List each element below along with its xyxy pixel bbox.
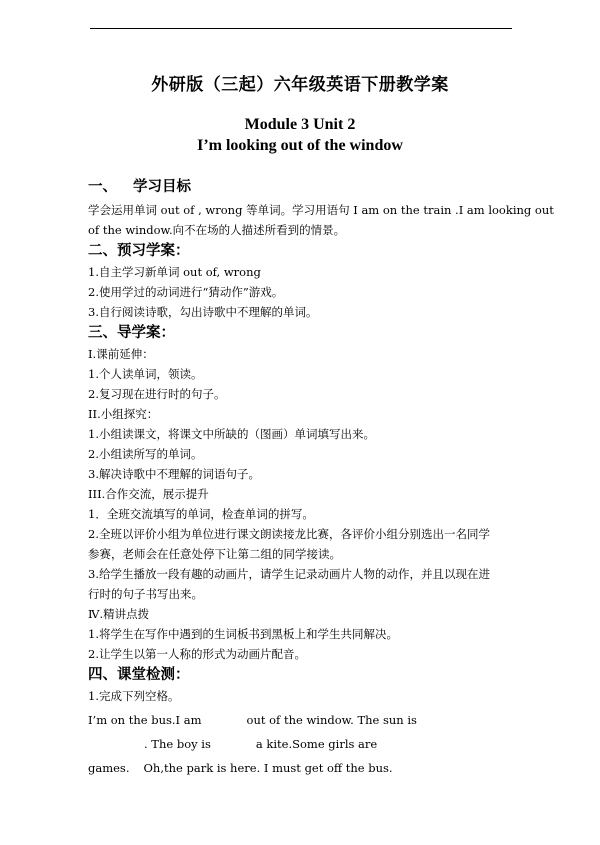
part-3-item-2-line-2: 参赛，老师会在任意处停下让第二组的同学接读。 (88, 547, 341, 561)
section-4-instruction: 1.完成下列空格。 (88, 689, 180, 703)
module-title: Module 3 Unit 2 (244, 116, 356, 133)
part-1-item-2: 2.复习现在进行时的句子。 (88, 387, 226, 401)
exercise-line-2-end: a kite.Some girls are (255, 737, 378, 751)
section-1-line-2: of the window.向不在场的人描述所看到的情景。 (88, 223, 346, 237)
part-2-title: II.小组探究： (88, 407, 159, 421)
part-1-item-1: 1.个人读单词，领读。 (88, 367, 203, 381)
section-4-heading: 四、课堂检测： (88, 666, 190, 683)
exercise-line-2 (88, 734, 513, 754)
part-2-item-2: 2.小组读所写的单词。 (88, 447, 203, 461)
exercise-line-3 (88, 758, 513, 778)
part-2-item-1: 1.小组读课文，将课文中所缺的（图画）单词填写出来。 (88, 427, 375, 441)
section-1-line-1: 学会运用单词 out of , wrong 等单词。学习用语句 I am on the train .I am looking out (88, 203, 554, 217)
exercise-line-3-end: Oh,the park is here. I must get off the bus. (143, 761, 393, 775)
document-title: 外研版（三起）六年级英语下册教学案 (151, 75, 449, 95)
exercise-line-3-start: games. (88, 761, 130, 775)
unit-title: I’m looking out of the window (197, 137, 403, 154)
exercise-line-1 (88, 710, 513, 730)
exercise-line-1-end: out of the window. The sun is (246, 713, 417, 727)
top-rule (90, 28, 512, 29)
part-1-title: I.课前延伸： (88, 347, 154, 361)
part-3-item-2-line-1: 2.全班以评价小组为单位进行课文朗读接龙比赛，各评价小组分别选出一名同学 (88, 527, 490, 541)
part-3-item-1: 1．全班交流填写的单词，检查单词的拼写。 (88, 507, 314, 521)
part-3-item-3-line-1: 3.给学生播放一段有趣的动画片，请学生记录动画片人物的动作，并且以现在进 (88, 567, 490, 581)
part-3-title: III.合作交流，展示提升 (88, 487, 209, 501)
section-1-title: 学习目标 (133, 178, 191, 195)
section-2-item-2: 2.使用学过的动词进行“猜动作”游戏。 (88, 285, 284, 299)
exercise-line-2-start: . The boy is (144, 737, 211, 751)
section-2-item-3: 3.自行阅读诗歌，勾出诗歌中不理解的单词。 (88, 305, 318, 319)
document-body (88, 176, 554, 778)
exercise-line-1-start: I’m on the bus.I am (88, 713, 202, 727)
section-3-heading: 三、导学案： (88, 324, 175, 341)
section-2-heading: 二、预习学案： (88, 242, 190, 259)
section-1-number: 一、 (88, 178, 117, 195)
part-4-title: Ⅳ.精讲点拨 (88, 607, 150, 621)
part-4-item-2: 2.让学生以第一人称的形式为动画片配音。 (88, 647, 306, 661)
part-2-item-3: 3.解决诗歌中不理解的词语句子。 (88, 467, 260, 481)
part-4-item-1: 1.将学生在写作中遇到的生词板书到黑板上和学生共同解决。 (88, 627, 398, 641)
section-2-item-1: 1.自主学习新单词 out of, wrong (88, 265, 261, 279)
section-1-heading (88, 176, 513, 198)
part-3-item-3-line-2: 行时的句子书写出来。 (88, 587, 203, 601)
